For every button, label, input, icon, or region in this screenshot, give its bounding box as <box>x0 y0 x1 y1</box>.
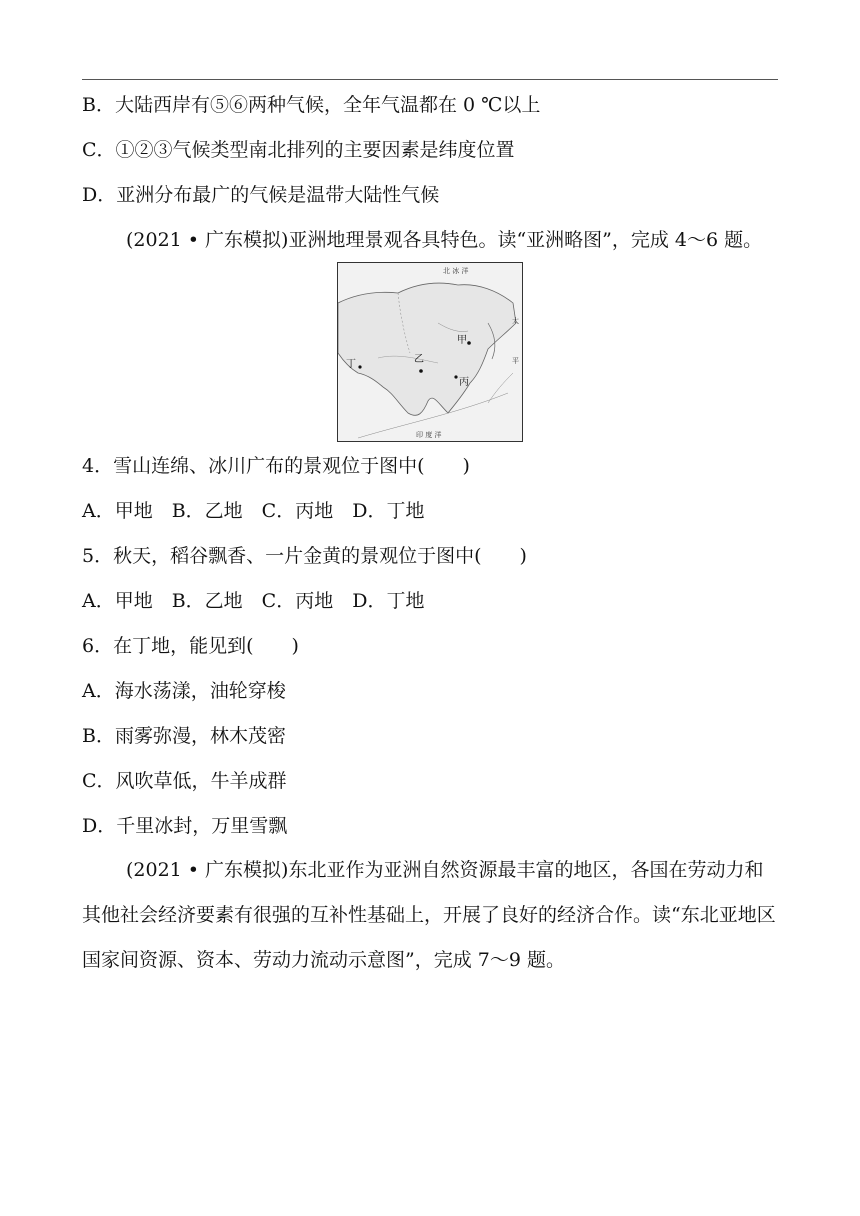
header-rule <box>82 79 778 80</box>
label-north-ocean: 北 冰 洋 <box>443 267 469 275</box>
yi-marker <box>419 369 423 373</box>
intro-4-6: (2021 • 广东模拟)亚洲地理景观各具特色。读“亚洲略图”，完成 4～6 题。 <box>126 229 763 251</box>
ding-marker <box>358 365 361 368</box>
label-pacific-2: 平 <box>512 357 519 365</box>
asia-map-figure <box>338 263 522 441</box>
bing-marker <box>454 375 457 378</box>
q4-stem: 4．雪山连绵、冰川广布的景观位于图中( ) <box>82 455 470 477</box>
q3-option-c: C．①②③气候类型南北排列的主要因素是纬度位置 <box>82 139 515 161</box>
q6-option-b: B．雨雾弥漫，林木茂密 <box>82 725 286 747</box>
jia-marker <box>467 341 471 345</box>
intro-7-9: (2021 • 广东模拟)东北亚作为亚洲自然资源最丰富的地区，各国在劳动力和其他社会经济要素有很强的互补性基础上，开展了良好的经济合作。读“东北亚地区国家间资源、资本、劳动力流动示意图”，完成 7～9 题。 <box>82 859 776 971</box>
q4-options: A．甲地 B．乙地 C．丙地 D．丁地 <box>82 500 425 522</box>
q3-option-d: D．亚洲分布最广的气候是温带大陆性气候 <box>82 184 440 206</box>
label-indian-ocean: 印 度 洋 <box>416 431 442 439</box>
asia-map <box>337 262 523 442</box>
label-yi: 乙 <box>414 354 424 365</box>
q3-option-b: B．大陆西岸有⑤⑥两种气候，全年气温都在 0 ℃以上 <box>82 94 541 116</box>
label-jia: 甲 <box>457 335 467 346</box>
label-ding: 丁 <box>346 359 356 370</box>
q6-option-c: C．风吹草低，牛羊成群 <box>82 770 287 792</box>
label-pacific-1: 太 <box>512 317 519 325</box>
q6-option-a: A．海水荡漾，油轮穿梭 <box>82 680 286 702</box>
q6-option-d: D．千里冰封，万里雪飘 <box>82 815 288 837</box>
q5-stem: 5．秋天，稻谷飘香、一片金黄的景观位于图中( ) <box>82 545 527 567</box>
label-bing: 丙 <box>459 377 469 388</box>
q5-options: A．甲地 B．乙地 C．丙地 D．丁地 <box>82 590 425 612</box>
q6-stem: 6．在丁地，能见到( ) <box>82 635 299 657</box>
